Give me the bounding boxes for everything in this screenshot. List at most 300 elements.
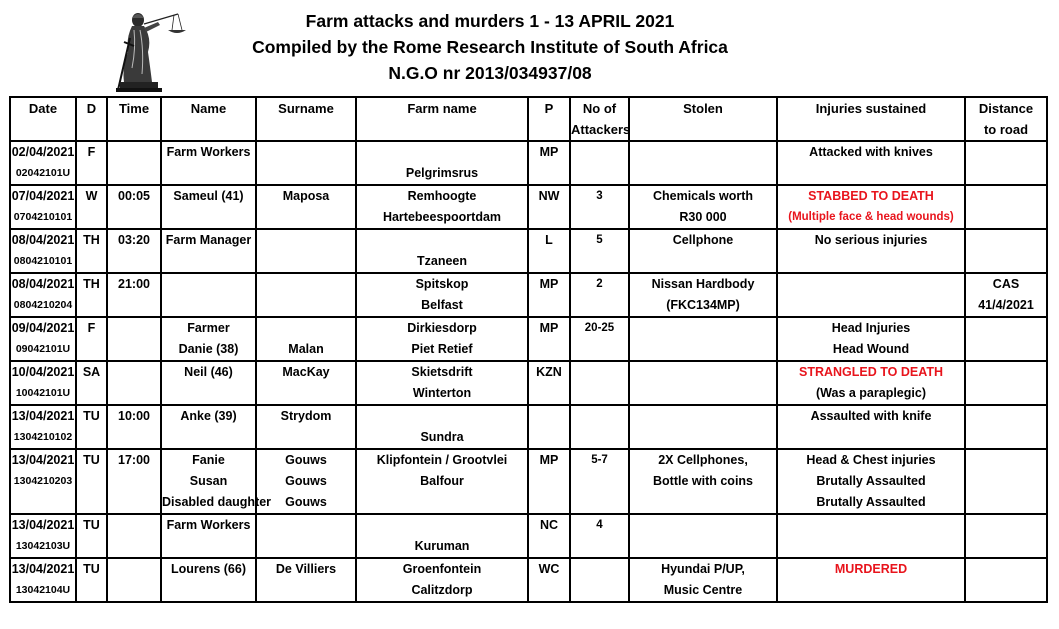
cell-injuries-line: (Was a paraplegic) [816,386,926,400]
cell-farm-line: Hartebeespoortdam [382,210,502,224]
cell-name-line [162,295,255,316]
cell-injuries-line: Head Wound [832,342,910,356]
cell-name-line: Anke (39) [180,409,237,423]
cell-farm-line: Piet Retief [411,342,473,356]
cell-farm-line: Klipfontein / Grootvlei [376,453,508,467]
cell-name-line [162,536,255,557]
cell-injuries-line: Brutally Assaulted [816,474,926,488]
cell-province-line: KZN [536,365,562,379]
cell-surname-line [257,207,355,228]
col-header-farm: Farm name [356,97,528,141]
cell-farm-line: Spitskop [415,277,469,291]
cell-date-line: 07/04/2021 [11,189,75,203]
cell-name-line: Danie (38) [178,342,239,356]
cell-stolen [629,558,777,602]
cell-injuries [777,141,965,185]
cell-day [76,558,107,602]
cell-distance-line [966,230,1046,251]
table-row [10,405,1047,449]
cell-time [107,449,161,514]
cell-name [161,405,256,449]
cell-stolen [629,273,777,317]
cell-name-line: Farm Manager [165,233,252,247]
cell-distance [965,273,1047,317]
cell-time [107,273,161,317]
cell-stolen-line [630,318,776,339]
cell-distance-line [966,471,1046,492]
cell-time-line: 00:05 [118,189,150,203]
table-row [10,317,1047,361]
cell-date [10,273,76,317]
cell-date-line: 02/04/2021 [11,145,75,159]
cell-date [10,141,76,185]
cell-stolen-line: Hyundai P/UP, [661,562,745,576]
cell-farm [356,361,528,405]
cell-surname [256,273,356,317]
table-row [10,449,1047,514]
col-header-name: Name [161,97,256,141]
cell-injuries [777,449,965,514]
cell-stolen [629,514,777,558]
cell-day-line: TU [83,453,100,467]
cell-name-line: Disabled daughter [162,495,272,509]
cell-farm-line [357,230,527,251]
cell-surname-line [257,536,355,557]
cell-injuries [777,558,965,602]
cell-name-line [162,251,255,272]
cell-stolen [629,185,777,229]
cell-stolen-line [630,362,776,383]
cell-injuries-line [778,163,964,184]
cell-injuries [777,405,965,449]
cell-day [76,273,107,317]
cell-injuries-line: (Multiple face & head wounds) [788,211,954,223]
cell-surname-line [257,274,355,295]
cell-name [161,141,256,185]
cell-stolen [629,229,777,273]
cell-distance-line [966,427,1046,448]
cell-day-line: W [85,189,98,203]
cell-province [528,405,570,449]
cell-farm-line: Sundra [420,430,464,444]
cell-attackers-line [571,406,628,427]
col-header-date: Date [10,97,76,141]
cell-injuries-line [778,580,964,601]
cell-date-line: 08/04/2021 [11,233,75,247]
cell-injuries-line [778,427,964,448]
cell-attackers [570,558,629,602]
cell-province-line: NW [538,189,560,203]
cell-province [528,229,570,273]
cell-farm-line: Groenfontein [402,562,482,576]
table-row [10,229,1047,273]
cell-date-line: 13/04/2021 [11,409,75,423]
cell-injuries-line [778,274,964,295]
cell-province [528,449,570,514]
table-row [10,361,1047,405]
cell-farm-line: Tzaneen [416,254,467,268]
cell-stolen [629,405,777,449]
cell-date [10,185,76,229]
cell-surname [256,514,356,558]
cell-time-line: 17:00 [118,453,150,467]
cell-distance-line [966,536,1046,557]
cell-name [161,558,256,602]
cell-surname [256,405,356,449]
cell-stolen-line [630,536,776,557]
cell-surname-line: Maposa [282,189,330,203]
cell-province [528,185,570,229]
cell-attackers [570,229,629,273]
cell-attackers [570,141,629,185]
cell-date [10,514,76,558]
cell-stolen [629,317,777,361]
cell-attackers-line: 5-7 [591,454,608,466]
cell-name-line [162,274,255,295]
cell-distance-line [966,163,1046,184]
cell-date-line: 09042101U [15,343,71,355]
cell-name-line: Farm Workers [166,518,251,532]
col-header-province: P [528,97,570,141]
cell-distance-line [966,318,1046,339]
cell-stolen-line: Music Centre [663,583,743,597]
cell-distance-line [966,450,1046,471]
cell-day [76,229,107,273]
cell-injuries-line [778,251,964,272]
cell-date-line: 13/04/2021 [11,562,75,576]
cell-time-line [108,559,160,580]
cell-name [161,229,256,273]
cell-time [107,141,161,185]
cell-surname-line: De Villiers [275,562,337,576]
cell-stolen-line [630,251,776,272]
cell-surname-line [257,580,355,601]
cell-surname [256,185,356,229]
cell-province [528,273,570,317]
cell-province-line [529,406,569,427]
cell-time [107,229,161,273]
cell-name-line: Farm Workers [166,145,251,159]
cell-distance-line [966,339,1046,360]
cell-injuries-line: Head & Chest injuries [806,453,936,467]
cell-time-line: 21:00 [118,277,150,291]
cell-distance-line [966,362,1046,383]
cell-name-line: Lourens (66) [170,562,246,576]
cell-time-line [108,142,160,163]
cell-injuries-line [778,515,964,536]
cell-distance-line [966,383,1046,404]
col-header-distance: Distance to road [965,97,1047,141]
cell-injuries-line: STRANGLED TO DEATH [799,365,943,379]
cell-attackers [570,273,629,317]
table-header-row [10,97,1047,141]
table-row [10,141,1047,185]
cell-surname-line [257,515,355,536]
cell-attackers-line: 20-25 [584,322,615,334]
cell-stolen-line: R30 000 [679,210,727,224]
cell-province [528,317,570,361]
cell-farm-line [357,515,527,536]
attacks-table [9,96,1048,603]
cell-day-line: F [87,321,96,335]
cell-day [76,361,107,405]
cell-time [107,317,161,361]
cell-surname-line [257,295,355,316]
cell-time [107,405,161,449]
cell-surname-line: Malan [288,342,324,356]
cell-day-line: TU [83,409,100,423]
cell-surname-line: Strydom [280,409,332,423]
cell-date-line: 13042104U [15,584,71,596]
col-header-time: Time [107,97,161,141]
cell-province-line: MP [539,321,559,335]
cell-name-line [162,580,255,601]
cell-stolen-line [630,163,776,184]
cell-date-line: 13042103U [15,540,71,552]
cell-injuries-line: Head Injuries [831,321,911,335]
cell-name [161,361,256,405]
cell-farm [356,317,528,361]
cell-attackers-line [571,362,628,383]
cell-name [161,317,256,361]
cell-injuries-line: Assaulted with knife [810,409,932,423]
cell-farm [356,273,528,317]
cell-attackers-line: 3 [596,190,603,202]
cell-time [107,514,161,558]
cell-day-line: F [87,145,96,159]
cell-attackers [570,361,629,405]
cell-surname [256,558,356,602]
cell-stolen-line [630,515,776,536]
cell-injuries [777,273,965,317]
cell-date-line: 02042101U [15,167,71,179]
cell-distance [965,405,1047,449]
cell-distance [965,514,1047,558]
cell-farm-line: Belfast [421,298,463,312]
cell-stolen-line: Cellphone [672,233,734,247]
cell-farm-line [357,142,527,163]
cell-date [10,449,76,514]
cell-day [76,405,107,449]
cell-attackers-line: 5 [596,234,603,246]
cell-province [528,141,570,185]
cell-surname-line [257,318,355,339]
cell-surname [256,229,356,273]
cell-surname [256,317,356,361]
cell-time-line [108,515,160,536]
cell-attackers [570,449,629,514]
cell-surname-line: Gouws [285,495,327,509]
cell-farm [356,229,528,273]
cell-day [76,514,107,558]
cell-farm [356,558,528,602]
cell-stolen-line [630,492,776,513]
cell-stolen [629,449,777,514]
cell-stolen-line [630,427,776,448]
cell-date-line: 1304210203 [13,475,73,487]
cell-farm [356,514,528,558]
cell-day-line: TU [83,518,100,532]
cell-province-line: NC [539,518,559,532]
cell-date-line: 08/04/2021 [11,277,75,291]
cell-date-line: 09/04/2021 [11,321,75,335]
cell-stolen-line [630,406,776,427]
cell-distance [965,185,1047,229]
cell-surname-line [257,383,355,404]
cell-attackers [570,405,629,449]
cell-province-line: MP [539,277,559,291]
document-subtitle: Compiled by the Rome Research Institute of South Africa [252,37,728,57]
cell-stolen [629,361,777,405]
table-row [10,514,1047,558]
cell-injuries-line [778,295,964,316]
cell-injuries [777,185,965,229]
col-header-stolen: Stolen [629,97,777,141]
cell-time-line: 10:00 [118,409,150,423]
cell-injuries [777,317,965,361]
cell-name [161,449,272,514]
col-header-day: D [76,97,107,141]
document-header [150,8,830,86]
cell-farm-line [357,492,527,513]
cell-farm-line: Winterton [412,386,472,400]
cell-surname [256,449,356,514]
cell-farm-line: Remhoogte [407,189,477,203]
cell-distance [965,361,1047,405]
cell-stolen-line [630,383,776,404]
cell-injuries-line: No serious injuries [814,233,928,247]
cell-surname-line [257,230,355,251]
cell-time-line: 03:20 [118,233,150,247]
cell-name-line: Susan [189,474,228,488]
cell-stolen-line [630,339,776,360]
cell-stolen [629,141,777,185]
cell-attackers-line: 2 [596,278,603,290]
cell-time-line [108,318,160,339]
cell-name-line: Sameul (41) [173,189,244,203]
cell-surname-line: MacKay [282,365,330,379]
cell-surname [256,141,356,185]
table-row [10,558,1047,602]
cell-injuries [777,514,965,558]
cell-distance [965,449,1047,514]
cell-name-line: Farmer [187,321,230,335]
cell-injuries [777,229,965,273]
cell-surname-line: Gouws [285,453,327,467]
ngo-number: N.G.O nr 2013/034937/08 [388,63,592,83]
cell-date-line: 0704210101 [13,211,73,223]
cell-date [10,361,76,405]
cell-distance [965,229,1047,273]
cell-distance [965,141,1047,185]
cell-surname-line: Gouws [285,474,327,488]
cell-farm-line: Pelgrimsrus [405,166,479,180]
cell-day-line: TH [83,233,100,247]
col-header-injuries: Injuries sustained [777,97,965,141]
cell-province-line: MP [539,453,559,467]
cell-province-line: MP [539,145,559,159]
cell-name-line [162,207,255,228]
cell-time [107,361,161,405]
cell-stolen-line: Bottle with coins [653,474,753,488]
cell-time [107,558,161,602]
cell-farm-line: Calitzdorp [411,583,473,597]
cell-date-line: 10042101U [15,387,71,399]
cell-farm [356,449,528,514]
cell-name [161,273,256,317]
cell-day [76,141,107,185]
cell-name [161,514,256,558]
col-header-attackers: No of Attackers [570,97,629,141]
cell-distance-line [966,186,1046,207]
table-row [10,185,1047,229]
cell-surname-line [257,427,355,448]
cell-province-line: L [545,233,553,247]
cell-distance-line [966,406,1046,427]
cell-distance-line: 41/4/2021 [978,298,1034,312]
cell-date-line: 0804210204 [13,299,73,311]
cell-day-line: TH [83,277,100,291]
cell-surname-line [257,142,355,163]
cell-date-line: 10/04/2021 [11,365,75,379]
cell-injuries-line: Attacked with knives [809,145,933,159]
cell-attackers [570,317,629,361]
cell-stolen-line: Nissan Hardbody [651,277,755,291]
cell-date [10,317,76,361]
cell-name-line: Neil (46) [184,365,233,379]
cell-distance-line [966,251,1046,272]
cell-attackers-line [571,142,628,163]
cell-surname-line [257,251,355,272]
cell-farm [356,185,528,229]
cell-attackers-line [571,559,628,580]
cell-day [76,185,107,229]
cell-distance-line: CAS [992,277,1020,291]
cell-attackers [570,514,629,558]
cell-injuries-line: MURDERED [834,562,908,576]
cell-date [10,558,76,602]
cell-distance-line [966,580,1046,601]
cell-surname [256,361,356,405]
cell-injuries-line [778,536,964,557]
cell-stolen-line [630,142,776,163]
cell-name-line [162,163,255,184]
cell-date [10,405,76,449]
cell-stolen-line: 2X Cellphones, [658,453,748,467]
cell-province [528,514,570,558]
cell-day-line: SA [82,365,101,379]
cell-attackers-line: 4 [596,519,603,531]
cell-day-line: TU [83,562,100,576]
cell-day [76,317,107,361]
cell-farm [356,405,528,449]
cell-stolen-line: Chemicals worth [652,189,754,203]
cell-date-line: 13/04/2021 [11,453,75,467]
cell-day [76,449,107,514]
cell-province [528,361,570,405]
cell-province-line: WC [538,562,560,576]
cell-time [107,185,161,229]
cell-farm [356,141,528,185]
cell-injuries-line: STABBED TO DEATH [808,189,934,203]
cell-time-line [108,362,160,383]
cell-date-line: 1304210102 [13,431,73,443]
cell-name-line [162,383,255,404]
cell-distance-line [966,207,1046,228]
cell-date-line: 0804210101 [13,255,73,267]
cell-attackers [570,185,629,229]
cell-surname-line [257,163,355,184]
